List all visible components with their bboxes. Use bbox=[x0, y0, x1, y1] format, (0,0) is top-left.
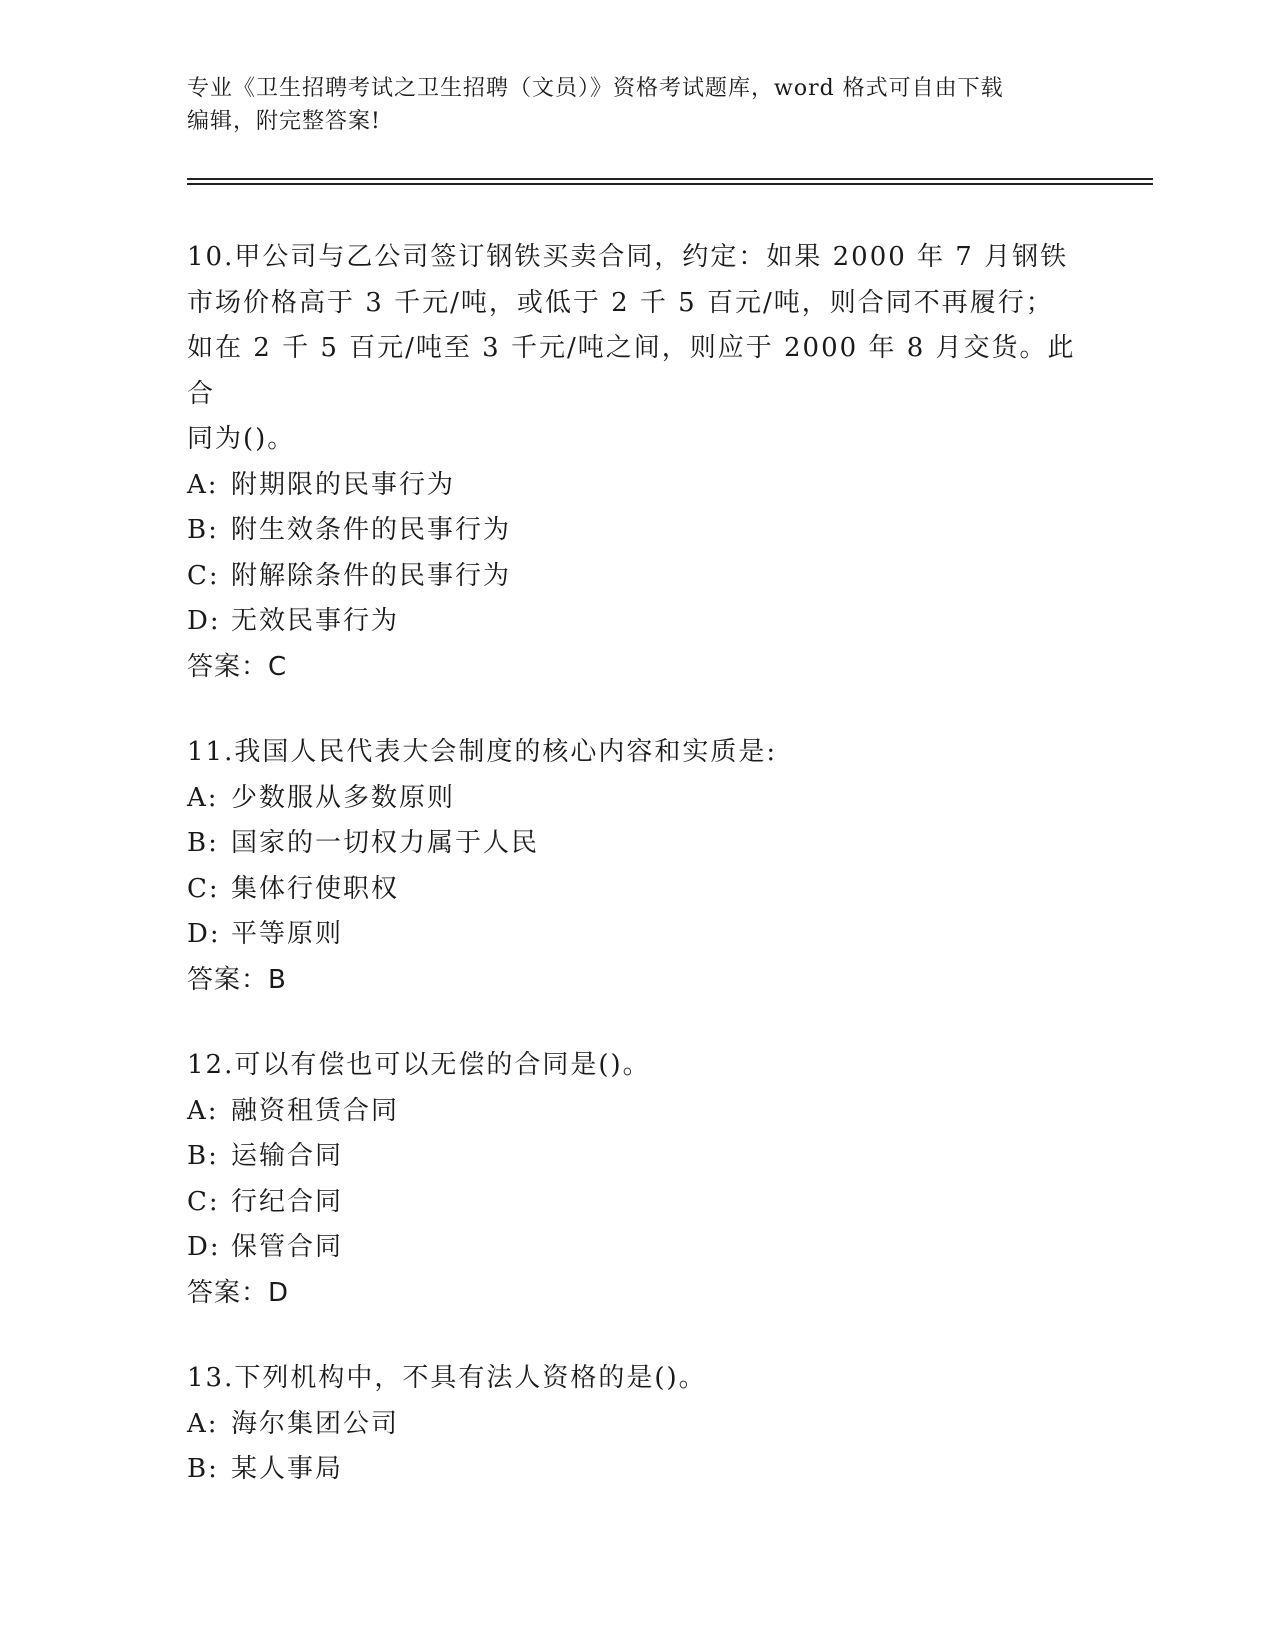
option-letter: A: bbox=[187, 1408, 219, 1439]
header-divider-bottom bbox=[187, 183, 1153, 185]
option-letter: A: bbox=[187, 1095, 219, 1126]
answer-option bbox=[187, 1180, 1087, 1226]
answer-option bbox=[187, 554, 1087, 600]
answer-option bbox=[187, 1225, 1087, 1271]
option-text: 某人事局 bbox=[231, 1454, 344, 1484]
question-block bbox=[187, 235, 1087, 690]
option-letter: C: bbox=[187, 560, 220, 591]
header-divider-top bbox=[187, 178, 1153, 180]
option-text: 行纪合同 bbox=[231, 1186, 344, 1217]
question-stem-line: 11.我国人民代表大会制度的核心内容和实质是: bbox=[187, 737, 778, 767]
question-block bbox=[187, 1356, 1087, 1493]
answer-option bbox=[187, 1134, 1087, 1180]
option-letter: A: bbox=[187, 782, 219, 813]
option-text: 运输合同 bbox=[231, 1141, 344, 1171]
option-text: 海尔集团公司 bbox=[231, 1408, 400, 1439]
option-letter: C: bbox=[187, 873, 220, 904]
option-text: 少数服从多数原则 bbox=[231, 782, 456, 813]
answer-option bbox=[187, 599, 1087, 645]
answer-option bbox=[187, 821, 1087, 867]
question-stem-line: 13.下列机构中，不具有法人资格的是()。 bbox=[187, 1363, 707, 1393]
option-letter: B: bbox=[187, 1141, 219, 1171]
question-stem-line: 同为()。 bbox=[187, 424, 296, 454]
option-letter: C: bbox=[187, 1186, 220, 1217]
answer-option bbox=[187, 1089, 1087, 1135]
answer-option bbox=[187, 1402, 1087, 1448]
option-letter: A: bbox=[187, 469, 219, 500]
document-header bbox=[187, 72, 1067, 138]
question-block bbox=[187, 1043, 1087, 1316]
question-block bbox=[187, 730, 1087, 1003]
header-line-1: 专业《卫生招聘考试之卫生招聘（文员）》资格考试题库，word 格式可自由下载 bbox=[187, 76, 1004, 101]
answer-option bbox=[187, 508, 1087, 554]
question-stem-line: 12.可以有偿也可以无偿的合同是()。 bbox=[187, 1050, 651, 1080]
option-letter: B: bbox=[187, 828, 219, 858]
option-letter: D: bbox=[187, 606, 221, 636]
option-letter: B: bbox=[187, 1454, 219, 1484]
option-text: 国家的一切权力属于人民 bbox=[231, 828, 540, 858]
answer-option bbox=[187, 463, 1087, 509]
header-line-2: 编辑，附完整答案! bbox=[187, 109, 381, 134]
answer-key: 答案：C bbox=[187, 651, 288, 682]
answer-option bbox=[187, 776, 1087, 822]
option-letter: B: bbox=[187, 515, 219, 545]
answer-key: 答案：B bbox=[187, 964, 287, 995]
question-stem-line: 市场价格高于 3 千元/吨，或低于 2 千 5 百元/吨，则合同不再履行； bbox=[187, 287, 1054, 318]
option-text: 平等原则 bbox=[231, 919, 344, 949]
answer-option bbox=[187, 912, 1087, 958]
option-text: 集体行使职权 bbox=[231, 873, 400, 904]
option-letter: D: bbox=[187, 1232, 221, 1262]
answer-option bbox=[187, 1447, 1087, 1493]
option-text: 无效民事行为 bbox=[231, 606, 400, 636]
question-stem-line: 10.甲公司与乙公司签订钢铁买卖合同，约定：如果 2000 年 7 月钢铁 bbox=[187, 242, 1069, 272]
option-text: 附解除条件的民事行为 bbox=[231, 560, 512, 591]
option-text: 保管合同 bbox=[231, 1232, 344, 1262]
answer-key: 答案：D bbox=[187, 1277, 290, 1308]
option-letter: D: bbox=[187, 919, 221, 949]
question-stem-line: 如在 2 千 5 百元/吨至 3 千元/吨之间，则应于 2000 年 8 月交货。此合 bbox=[187, 333, 1076, 409]
option-text: 附期限的民事行为 bbox=[231, 469, 456, 500]
option-text: 融资租赁合同 bbox=[231, 1095, 400, 1126]
option-text: 附生效条件的民事行为 bbox=[231, 515, 512, 545]
answer-option bbox=[187, 867, 1087, 913]
question-list bbox=[187, 235, 1087, 1533]
